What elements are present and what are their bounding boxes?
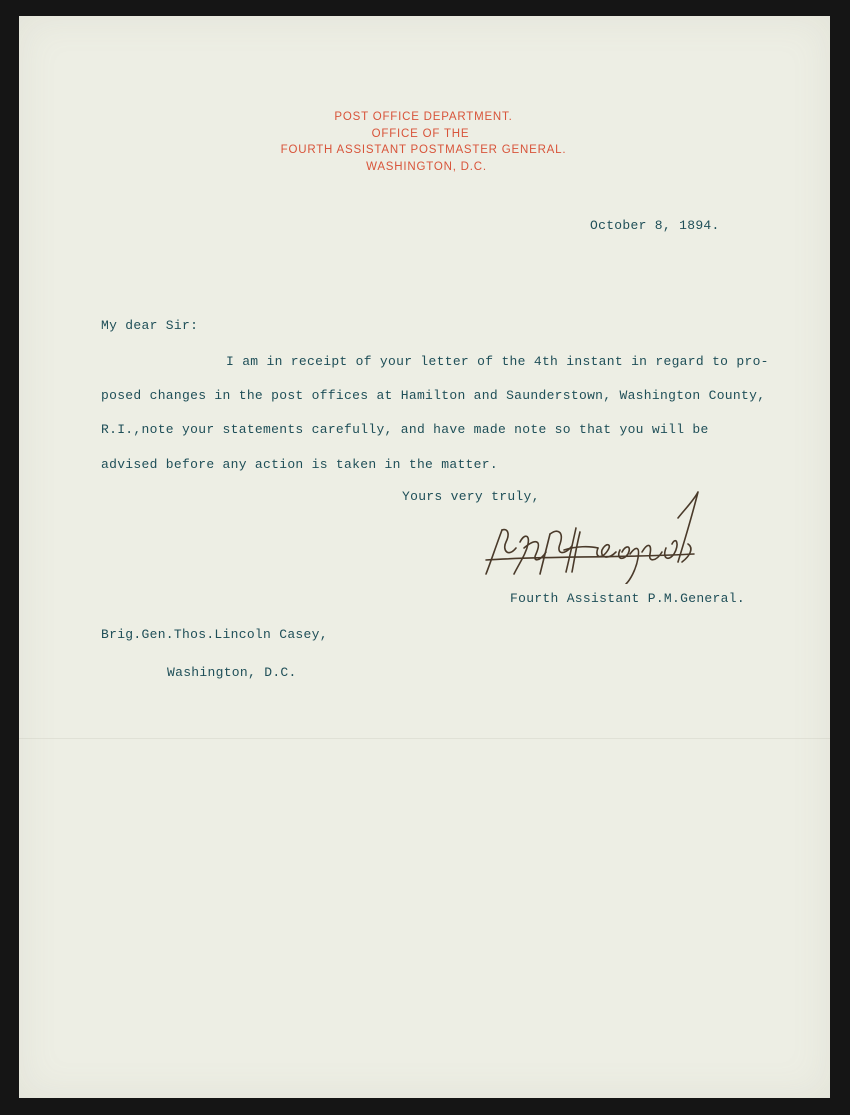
body-line: R.I.,note your statements carefully, and have made note so that you will be: [101, 422, 709, 437]
letterhead-office: OFFICE OF THE: [371, 127, 470, 140]
letterhead-title: FOURTH ASSISTANT POSTMASTER GENERAL.: [280, 144, 567, 156]
addressee-city: Washington, D.C.: [167, 665, 297, 680]
letter-date: October 8, 1894.: [590, 218, 720, 233]
letterhead: [19, 109, 830, 175]
salutation: My dear Sir:: [101, 318, 199, 333]
letterhead-department: POST OFFICE DEPARTMENT.: [334, 111, 513, 123]
body-line: posed changes in the post offices at Hamilton and Saunderstown, Washington County,: [101, 388, 766, 403]
body-line: I am in receipt of your letter of the 4th instant in regard to pro-: [226, 354, 769, 369]
letterhead-location: WASHINGTON, D.C.: [366, 160, 487, 173]
body-line: advised before any action is taken in the matter.: [101, 457, 498, 472]
addressee-name: Brig.Gen.Thos.Lincoln Casey,: [101, 627, 328, 642]
closing: Yours very truly,: [402, 489, 540, 504]
handwritten-signature: [480, 488, 720, 584]
signature-title: Fourth Assistant P.M.General.: [510, 591, 745, 606]
paper-fold-line: [19, 738, 830, 739]
